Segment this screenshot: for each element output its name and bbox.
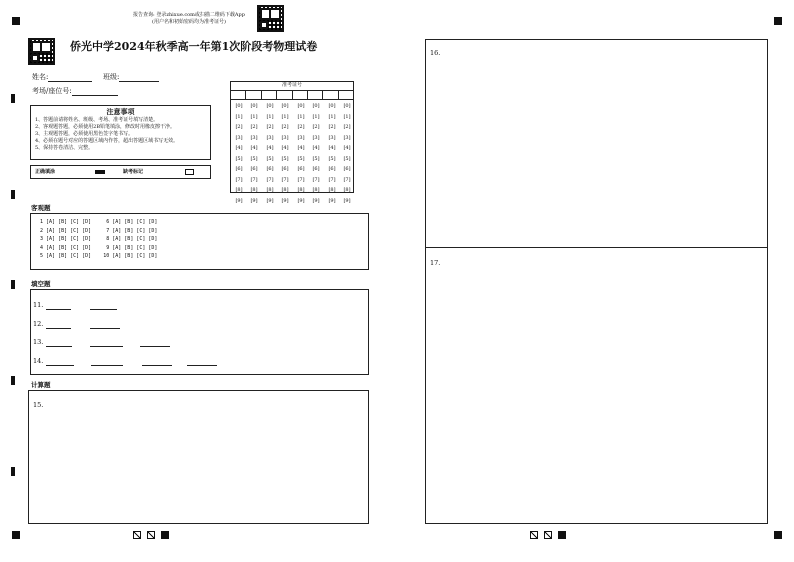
exam-id-column[interactable] (294, 101, 308, 206)
digit-bubble[interactable]: [1] (343, 113, 351, 120)
digit-bubble[interactable]: [7] (297, 176, 305, 183)
digit-bubble[interactable]: [2] (343, 124, 351, 130)
digit-bubble[interactable]: [0] (328, 103, 336, 109)
seat-underline (72, 89, 118, 96)
corner-mark-bottom-right (774, 531, 782, 539)
digit-bubble[interactable]: [4] (343, 145, 351, 151)
seat-label: 考场/座位号: (32, 87, 72, 95)
timing-mark (11, 94, 15, 103)
exam-id-column[interactable] (325, 101, 339, 206)
answer-blank[interactable] (46, 328, 71, 329)
sheet-qr-code (28, 38, 55, 65)
digit-bubble[interactable]: [7] (328, 176, 336, 183)
digit-bubble[interactable]: [1] (312, 113, 320, 120)
page-marker-filled-box (161, 531, 169, 539)
digit-bubble[interactable]: [9] (312, 197, 320, 204)
exam-id-column[interactable] (232, 101, 246, 206)
notice-item: 1、答题前请将姓名、班级、考场、准考证号填写清楚。 (35, 117, 159, 123)
answer-blank[interactable] (90, 346, 123, 347)
correct-fill-label: 正确填涂 (35, 169, 56, 175)
exam-id-header: 准考证号 (231, 82, 353, 91)
digit-bubble[interactable]: [3] (235, 134, 243, 141)
seat-field[interactable] (32, 86, 118, 96)
question-15-number: 15. (33, 401, 44, 409)
digit-bubble[interactable]: [6] (266, 166, 274, 172)
digit-bubble[interactable]: [6] (281, 166, 289, 172)
digit-bubble[interactable]: [8] (250, 187, 258, 193)
answer-blank[interactable] (91, 365, 123, 366)
fill-blank-heading: 填空题 (31, 280, 51, 288)
digit-bubble[interactable]: [0] (281, 103, 289, 109)
digit-bubble[interactable]: [7] (281, 176, 289, 183)
digit-bubble[interactable]: [0] (250, 103, 258, 109)
notice-item: 2、客观题答题，必须使用2B铅笔填涂，修改时用橡皮擦干净。 (35, 124, 176, 130)
mc-row[interactable]: 2 [A] [B] [C] [D] 7 [A] [B] [C] [D] (37, 227, 158, 234)
exam-id-bubble-grid[interactable] (231, 101, 353, 204)
answer-blank[interactable] (142, 365, 172, 366)
digit-bubble[interactable]: [3] (312, 134, 320, 141)
question-13-number: 13. (33, 338, 44, 346)
corner-mark-bottom-left (12, 531, 20, 539)
class-underline (119, 75, 159, 82)
digit-bubble[interactable]: [5] (328, 155, 336, 162)
page-marker-filled-box (558, 531, 566, 539)
digit-bubble[interactable]: [5] (250, 155, 258, 162)
absent-mark-checkbox[interactable] (185, 169, 194, 175)
digit-bubble[interactable]: [0] (312, 103, 320, 109)
digit-bubble[interactable]: [3] (250, 134, 258, 141)
digit-bubble[interactable]: [3] (343, 134, 351, 141)
digit-bubble[interactable]: [8] (266, 187, 274, 193)
digit-bubble[interactable]: [4] (328, 145, 336, 151)
name-field[interactable] (32, 72, 92, 82)
digit-bubble[interactable]: [5] (297, 155, 305, 162)
digit-bubble[interactable]: [7] (266, 176, 274, 183)
objective-box (30, 213, 369, 270)
notice-item: 4、必须在题号对应的答题区域内作答，超出答题区域书写无效。 (35, 138, 179, 144)
correct-fill-sample (95, 170, 105, 174)
fill-example-box (30, 165, 211, 179)
answer-blank[interactable] (187, 365, 217, 366)
digit-bubble[interactable]: [9] (281, 197, 289, 204)
digit-bubble[interactable]: [7] (343, 176, 351, 183)
exam-id-entry-row[interactable] (231, 91, 353, 100)
page-marker-slash-box (530, 531, 538, 539)
digit-bubble[interactable]: [2] (281, 124, 289, 130)
digit-bubble[interactable]: [0] (297, 103, 305, 109)
digit-bubble[interactable]: [4] (250, 145, 258, 151)
digit-bubble[interactable]: [2] (328, 124, 336, 130)
page-marker-slash-box (147, 531, 155, 539)
timing-mark (11, 280, 15, 289)
timing-mark (11, 376, 15, 385)
corner-mark-top-right (774, 17, 782, 25)
report-query-line: 报告查询: 登录zhixue.com或扫描二维码下载App (133, 12, 245, 18)
question-15-answer-area[interactable] (28, 390, 369, 524)
exam-id-box (230, 81, 354, 204)
digit-bubble[interactable]: [3] (281, 134, 289, 141)
digit-bubble[interactable]: [5] (281, 155, 289, 162)
digit-bubble[interactable]: [9] (343, 197, 351, 204)
digit-bubble[interactable]: [2] (266, 124, 274, 130)
question-17-answer-area[interactable] (425, 247, 768, 524)
digit-bubble[interactable]: [1] (266, 113, 274, 120)
objective-heading: 客观题 (31, 204, 51, 212)
notice-box (30, 105, 211, 160)
digit-bubble[interactable]: [9] (328, 197, 336, 204)
answer-blank[interactable] (90, 328, 120, 329)
digit-bubble[interactable]: [3] (328, 134, 336, 141)
digit-bubble[interactable]: [1] (281, 113, 289, 120)
digit-bubble[interactable]: [8] (235, 187, 243, 193)
page-marker-slash-box (133, 531, 141, 539)
digit-bubble[interactable]: [6] (235, 166, 243, 172)
digit-bubble[interactable]: [9] (266, 197, 274, 204)
digit-bubble[interactable]: [1] (297, 113, 305, 120)
notice-title: 注意事项 (106, 107, 135, 116)
page-title: 侨光中学2024年秋季高一年第1次阶段考物理试卷 (70, 40, 318, 53)
notice-item: 5、保持答卷清洁、完整。 (35, 145, 94, 151)
digit-bubble[interactable]: [9] (235, 197, 243, 204)
digit-bubble[interactable]: [4] (312, 145, 320, 151)
answer-blank[interactable] (46, 365, 74, 366)
digit-bubble[interactable]: [3] (266, 134, 274, 141)
answer-blank[interactable] (46, 346, 72, 347)
digit-bubble[interactable]: [6] (343, 166, 351, 172)
timing-mark (11, 190, 15, 199)
answer-blank[interactable] (140, 346, 170, 347)
notice-item: 3、主观题答题，必须使用黑色签字笔书写。 (35, 131, 134, 137)
digit-bubble[interactable]: [0] (343, 103, 351, 109)
mc-row[interactable]: 4 [A] [B] [C] [D] 9 [A] [B] [C] [D] (37, 244, 158, 251)
digit-bubble[interactable]: [4] (235, 145, 243, 151)
report-query-note: (用户名和初始密码均为准考证号) (152, 19, 226, 25)
digit-bubble[interactable]: [8] (281, 187, 289, 193)
exam-id-column[interactable] (340, 101, 354, 206)
digit-bubble[interactable]: [7] (235, 176, 243, 183)
question-14-number: 14. (33, 357, 44, 365)
name-label: 姓名: (32, 73, 49, 81)
question-12-number: 12. (33, 320, 44, 328)
digit-bubble[interactable]: [6] (328, 166, 336, 172)
question-16-number: 16. (430, 49, 441, 57)
timing-mark (11, 467, 15, 476)
fill-blank-box (30, 289, 369, 375)
answer-blank[interactable] (46, 309, 71, 310)
question-11-number: 11. (33, 301, 44, 309)
digit-bubble[interactable]: [2] (312, 124, 320, 130)
mc-row[interactable]: 3 [A] [B] [C] [D] 8 [A] [B] [C] [D] (37, 236, 158, 242)
name-underline (48, 75, 92, 82)
digit-bubble[interactable]: [1] (328, 113, 336, 120)
digit-bubble[interactable]: [8] (297, 187, 305, 193)
digit-bubble[interactable]: [7] (312, 176, 320, 183)
digit-bubble[interactable]: [5] (343, 155, 351, 162)
digit-bubble[interactable]: [3] (297, 134, 305, 141)
digit-bubble[interactable]: [7] (250, 176, 258, 183)
digit-bubble[interactable]: [8] (343, 187, 351, 193)
mc-row[interactable]: 5 [A] [B] [C] [D] 10 [A] [B] [C] [D] (37, 253, 158, 259)
page-marker-slash-box (544, 531, 552, 539)
digit-bubble[interactable]: [9] (250, 197, 258, 204)
digit-bubble[interactable]: [1] (250, 113, 258, 120)
digit-bubble[interactable]: [2] (250, 124, 258, 130)
digit-bubble[interactable]: [4] (266, 145, 274, 151)
app-qr-code[interactable] (257, 5, 284, 32)
digit-bubble[interactable]: [5] (235, 155, 243, 162)
digit-bubble[interactable]: [4] (297, 145, 305, 151)
digit-bubble[interactable]: [2] (297, 124, 305, 130)
answer-blank[interactable] (90, 309, 117, 310)
digit-bubble[interactable]: [5] (312, 155, 320, 162)
corner-mark-top-left (12, 17, 20, 25)
calculation-heading: 计算题 (31, 381, 51, 389)
digit-bubble[interactable]: [4] (281, 145, 289, 151)
digit-bubble[interactable]: [0] (235, 103, 243, 109)
exam-id-column[interactable] (309, 101, 323, 206)
question-17-number: 17. (430, 259, 441, 267)
digit-bubble[interactable]: [1] (235, 113, 243, 120)
digit-bubble[interactable]: [6] (312, 166, 320, 172)
digit-bubble[interactable]: [8] (328, 187, 336, 193)
mc-row[interactable]: 1 [A] [B] [C] [D] 6 [A] [B] [C] [D] (37, 219, 158, 225)
absent-mark-label: 缺考标记 (123, 169, 144, 175)
exam-id-column[interactable] (263, 101, 277, 206)
digit-bubble[interactable]: [9] (297, 197, 305, 204)
class-field[interactable] (103, 72, 159, 82)
digit-bubble[interactable]: [8] (312, 187, 320, 193)
digit-bubble[interactable]: [6] (297, 166, 305, 172)
digit-bubble[interactable]: [0] (266, 103, 274, 109)
digit-bubble[interactable]: [5] (266, 155, 274, 162)
exam-id-column[interactable] (247, 101, 261, 206)
exam-id-column[interactable] (278, 101, 292, 206)
question-16-answer-area[interactable] (425, 39, 768, 248)
digit-bubble[interactable]: [6] (250, 166, 258, 172)
class-label: 班级: (103, 73, 120, 81)
digit-bubble[interactable]: [2] (235, 124, 243, 130)
